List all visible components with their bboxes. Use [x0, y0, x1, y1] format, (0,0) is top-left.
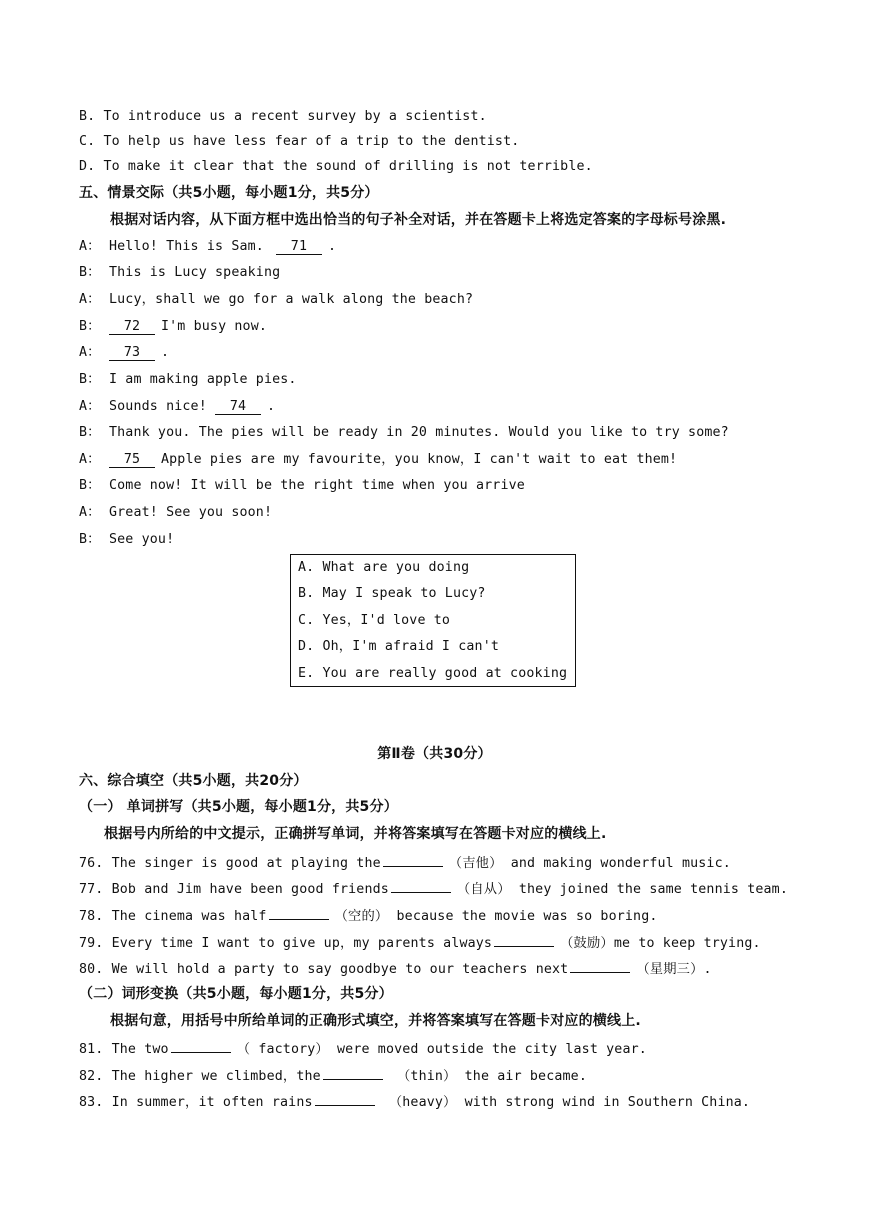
dialogue-text: I am making apple pies. — [109, 372, 297, 387]
dialogue-text: Great! See you soon! — [109, 505, 273, 520]
item-text: 83. In summer，it often rains — [79, 1095, 313, 1110]
dialogue-line — [79, 531, 174, 549]
dialogue-line — [79, 504, 272, 522]
part2-title: 第Ⅱ卷（共30分） — [377, 746, 492, 762]
word-form-item — [79, 1091, 750, 1112]
item-text: 77. Bob and Jim have been good friends — [79, 882, 389, 897]
item-text: 80. We will hold a party to say goodbye to our teachers next — [79, 962, 569, 977]
dialogue-text: I'm busy now. — [161, 319, 268, 334]
spelling-item — [79, 905, 658, 926]
sub2-instruction: 根据句意，用括号中所给单词的正确形式填空，并将答案填写在答题卡对应的横线上. — [110, 1013, 641, 1029]
option-d: D. To make it clear that the sound of drilling is not terrible. — [79, 159, 593, 174]
item-text: because the movie was so boring. — [396, 909, 658, 924]
box-option-e: E. You are really good at cooking — [298, 666, 568, 681]
section5-heading: 五、情景交际（共5小题，每小题1分，共5分） — [79, 185, 379, 201]
item-text: 76. The singer is good at playing the — [79, 856, 381, 871]
answer-blank[interactable] — [269, 905, 329, 920]
item-hint: （空的） — [334, 909, 389, 924]
item-text: me to keep trying. — [613, 936, 761, 951]
answer-blank[interactable]: 73 — [109, 345, 155, 361]
speaker: A： — [79, 399, 101, 414]
dialogue-line — [79, 398, 275, 416]
dialogue-text: Hello! This is Sam. — [109, 239, 264, 254]
item-text: 81. The two — [79, 1042, 169, 1057]
item-hint: （鼓励） — [560, 936, 614, 951]
item-hint: （自从） — [456, 882, 511, 897]
box-option-c: C. Yes，I'd love to — [298, 613, 451, 628]
box-option-b: B. May I speak to Lucy? — [298, 586, 486, 601]
dialogue-line — [79, 344, 169, 362]
box-option-a: A. What are you doing — [298, 560, 470, 575]
dialogue-line — [79, 318, 267, 336]
sub1-instruction: 根据号内所给的中文提示，正确拼写单词，并将答案填写在答题卡对应的横线上. — [104, 826, 607, 842]
answer-blank[interactable] — [494, 932, 554, 947]
speaker: A： — [79, 345, 101, 360]
item-hint: （ factory） — [236, 1042, 329, 1057]
dialogue-text: Sounds nice! — [109, 399, 207, 414]
dialogue-text: . — [161, 345, 170, 360]
dialogue-text: Come now! It will be the right time when you arrive — [109, 478, 525, 493]
section5-instruction: 根据对话内容，从下面方框中选出恰当的句子补全对话，并在答题卡上将选定答案的字母标号涂黑. — [110, 212, 727, 228]
dialogue-line — [79, 238, 336, 256]
item-text: the air became. — [464, 1069, 587, 1084]
answer-blank[interactable] — [570, 958, 630, 973]
item-hint: （星期三）. — [636, 962, 712, 977]
answer-blank[interactable] — [391, 878, 451, 893]
speaker: B： — [79, 265, 101, 280]
sub1-heading: （一） 单词拼写（共5小题，每小题1分，共5分） — [79, 799, 398, 815]
speaker: A： — [79, 505, 101, 520]
item-hint: （heavy） — [388, 1095, 457, 1110]
dialogue-text: . — [327, 239, 337, 254]
answer-blank[interactable]: 75 — [109, 452, 155, 468]
word-form-item — [79, 1038, 647, 1059]
item-text: 82. The higher we climbed，the — [79, 1069, 321, 1084]
answer-blank[interactable] — [323, 1065, 383, 1080]
sub2-heading: （二）词形变换（共5小题，每小题1分，共5分） — [79, 986, 393, 1002]
answer-blank[interactable] — [315, 1091, 375, 1106]
dialogue-text: Thank you. The pies will be ready in 20 minutes. Would you like to try some? — [109, 425, 729, 440]
speaker: A： — [79, 239, 101, 254]
speaker: B： — [79, 425, 101, 440]
answer-blank[interactable] — [383, 852, 443, 867]
item-text: with strong wind in Southern China. — [464, 1095, 751, 1110]
answer-blank[interactable] — [171, 1038, 231, 1053]
speaker: B： — [79, 478, 101, 493]
spelling-item — [79, 958, 712, 979]
speaker: B： — [79, 319, 101, 334]
word-form-item — [79, 1065, 587, 1086]
dialogue-text: This is Lucy speaking — [109, 265, 281, 280]
speaker: A： — [79, 292, 101, 307]
spelling-item — [79, 852, 731, 873]
item-text: and making wonderful music. — [510, 856, 731, 871]
dialogue-line — [79, 451, 677, 469]
dialogue-line — [79, 291, 473, 309]
item-text: they joined the same tennis team. — [518, 882, 788, 897]
spelling-item — [79, 878, 788, 899]
dialogue-line — [79, 371, 297, 389]
answer-blank[interactable]: 74 — [215, 399, 261, 415]
speaker: B： — [79, 372, 101, 387]
box-option-d: D. Oh，I'm afraid I can't — [298, 639, 500, 654]
item-hint: （thin） — [396, 1069, 457, 1084]
speaker: B： — [79, 532, 101, 547]
item-text: 79. Every time I want to give up，my parents always — [79, 936, 493, 951]
section6-heading: 六、综合填空（共5小题，共20分） — [79, 773, 308, 789]
dialogue-text: See you! — [109, 532, 175, 547]
dialogue-line — [79, 424, 729, 442]
answer-blank[interactable]: 71 — [276, 239, 322, 255]
option-c: C. To help us have less fear of a trip to the dentist. — [79, 134, 520, 149]
dialogue-text: Lucy，shall we go for a walk along the beach? — [109, 292, 474, 307]
options-box — [290, 554, 576, 687]
item-hint: （吉他） — [448, 856, 503, 871]
dialogue-line — [79, 264, 280, 282]
answer-blank[interactable]: 72 — [109, 319, 155, 335]
dialogue-text: . — [267, 399, 276, 414]
spelling-item — [79, 932, 761, 953]
item-text: were moved outside the city last year. — [337, 1042, 647, 1057]
option-b: B. To introduce us a recent survey by a scientist. — [79, 109, 487, 124]
item-text: 78. The cinema was half — [79, 909, 267, 924]
dialogue-text: Apple pies are my favourite，you know，I can't wait to eat them! — [161, 452, 678, 467]
speaker: A： — [79, 452, 101, 467]
dialogue-line — [79, 477, 525, 495]
